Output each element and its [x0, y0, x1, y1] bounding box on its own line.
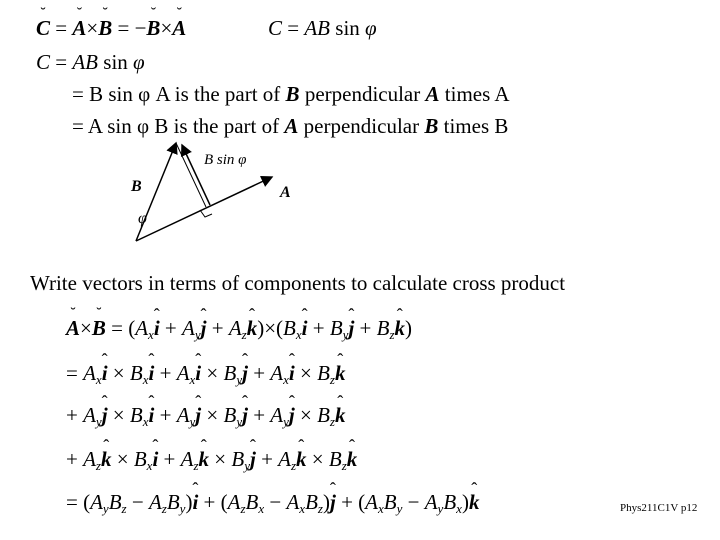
magnitude-definition: C = AB sin φ — [268, 16, 377, 40]
line2-mid: perpendicular — [304, 82, 421, 106]
equation-2: = $A_xˆ$ $i \times B_xˆ$ $i + A_xˆ$ $i \times B_yˆ$ $j + A_xˆ$ $i \times B_zˆ$ k — [66, 363, 345, 386]
cross-product-definition-rendered: ˘ C = ˘ A×˘ B = −˘ B×˘ A — [36, 18, 186, 39]
vector-a-arrow — [136, 177, 272, 241]
components-heading: Write vectors in terms of components to calculate cross product — [30, 271, 566, 295]
label-b: B — [131, 178, 142, 195]
line2-suffix: times A — [444, 82, 510, 106]
right-angle-mark — [200, 210, 212, 217]
equation-1: ˘ A×˘ $B = (A_xˆ$ $i + A_yˆ$ $j + A_zˆ$ $k)\times(B_xˆ$ $i + B_yˆ$ $j + B_zˆ$ k) — [66, 318, 412, 341]
label-a: A — [280, 184, 291, 201]
explanation-line-1: C = AB sin φ — [36, 50, 145, 74]
line3-mid: perpendicular — [303, 114, 420, 138]
line3-a: A — [284, 114, 299, 138]
perpendicular-line — [176, 143, 206, 207]
line2-b: B — [285, 82, 300, 106]
footer-label: Phys211C1V p12 — [620, 502, 698, 514]
equation-4: + $A_zˆ$ $k \times B_xˆ$ $i + A_zˆ$ $k \times B_yˆ$ $j + A_zˆ$ $k \times B_zˆ$ k — [66, 449, 357, 472]
line2-a: A — [425, 82, 440, 106]
line3-prefix: = A sin φ B is the part of — [72, 114, 280, 138]
equation-5: = ($A_yB_z$ − $A_zB_y)ˆ$ $i + (A_zB_x$ − $A_xB_z)ˆ$ $j + (A_xB_y$ − $A_yB_x)ˆ$ k — [66, 492, 479, 515]
label-bsin: B sin φ — [204, 152, 247, 168]
label-phi: φ — [138, 210, 147, 227]
equation-3: + $A_yˆ$ $j \times B_xˆ$ $i + A_yˆ$ $j \times B_yˆ$ $j + A_yˆ$ $j \times B_zˆ$ k — [66, 405, 345, 428]
line2-prefix: = B sin φ A is the part of — [72, 82, 281, 106]
line3-suffix: times B — [443, 114, 509, 138]
line3-b: B — [424, 114, 439, 138]
